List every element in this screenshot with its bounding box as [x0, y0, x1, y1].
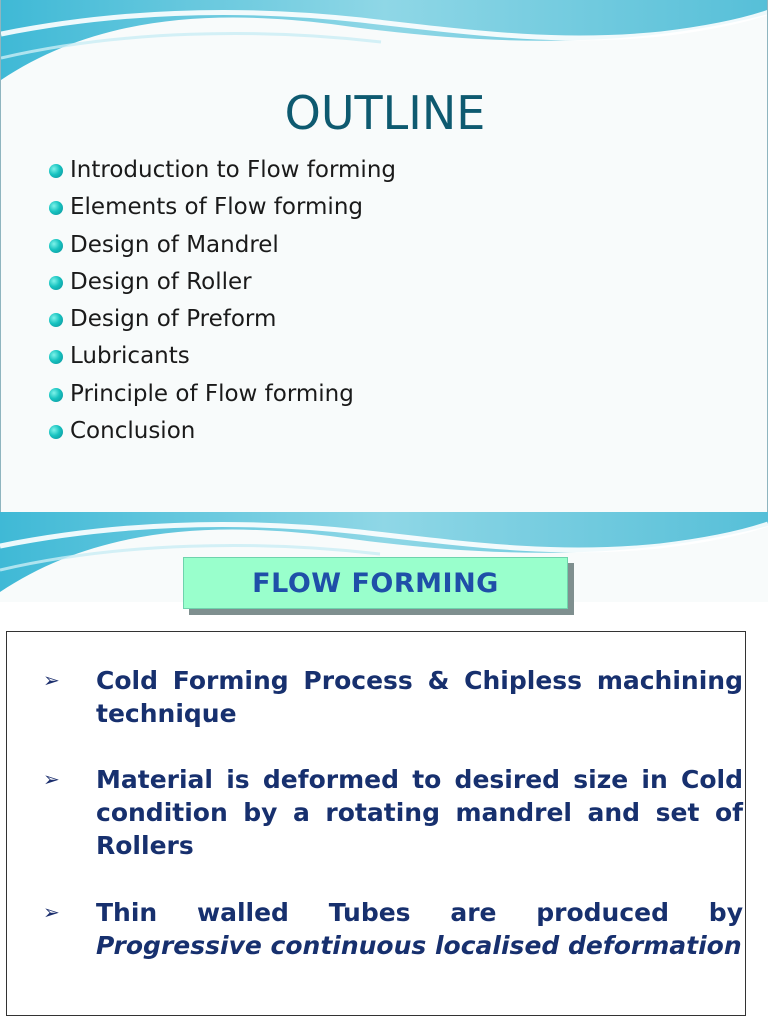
point-text: Cold Forming Process & Chipless machining technique: [96, 666, 743, 728]
list-item-label: Design of Roller: [70, 268, 252, 295]
wave-header-decoration: [1, 0, 768, 90]
list-item-label: Lubricants: [70, 343, 190, 370]
bullet-dot-icon: [49, 276, 63, 290]
outline-list: [47, 152, 396, 450]
bullet-dot-icon: [49, 350, 63, 364]
list-item: [47, 376, 396, 413]
list-item: [47, 227, 396, 264]
content-box: [6, 631, 746, 1016]
list-item: [47, 264, 396, 301]
list-item: [47, 413, 396, 450]
point-item: [43, 664, 743, 730]
list-item: [47, 301, 396, 338]
slide-flow-forming: [0, 512, 768, 1024]
bullet-dot-icon: [49, 239, 63, 253]
bullet-dot-icon: [49, 201, 63, 215]
point-item: [43, 763, 743, 862]
list-item: [47, 189, 396, 226]
bullet-dot-icon: [49, 388, 63, 402]
bullet-dot-icon: [49, 313, 63, 327]
point-item: [43, 896, 743, 962]
arrow-bullet-icon: ➢: [43, 900, 60, 924]
point-text-emphasis: Progressive continuous localised deformation: [96, 931, 742, 960]
list-item: [47, 338, 396, 375]
list-item-label: Conclusion: [70, 418, 196, 445]
arrow-bullet-icon: ➢: [43, 767, 60, 791]
list-item-label: Design of Preform: [70, 306, 277, 333]
point-text: Material is deformed to desired size in Cold condition by a rotating mandrel and set of Rollers: [96, 765, 743, 860]
arrow-bullet-icon: ➢: [43, 668, 60, 692]
bullet-dot-icon: [49, 164, 63, 178]
section-title-banner: FLOW FORMING: [183, 557, 568, 609]
point-text: Thin walled Tubes are produced by: [96, 898, 743, 927]
list-item-label: Principle of Flow forming: [70, 380, 354, 407]
list-item-label: Elements of Flow forming: [70, 194, 364, 221]
list-item-label: Design of Mandrel: [70, 231, 279, 258]
page-title: OUTLINE: [284, 86, 486, 140]
list-item-label: Introduction to Flow forming: [70, 157, 396, 183]
list-item: [47, 152, 396, 189]
bullet-dot-icon: [49, 425, 63, 439]
